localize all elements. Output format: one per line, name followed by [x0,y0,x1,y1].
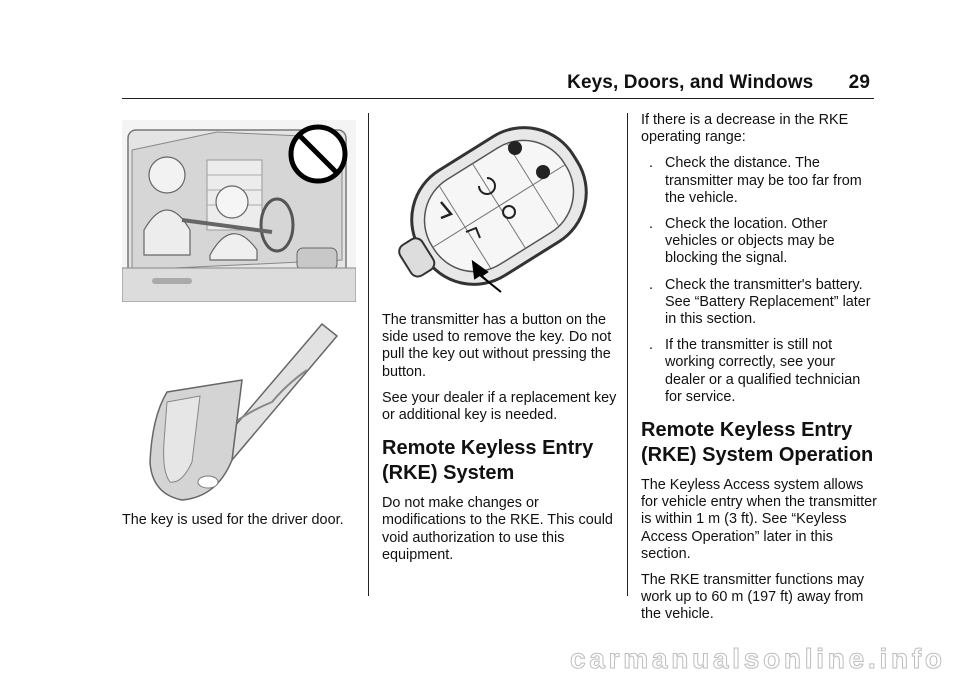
mechanical-key-illustration [122,312,356,504]
rke-transmitter-illustration [381,114,617,304]
rke-system-heading: Remote Keyless Entry (RKE) System [382,437,594,485]
bullet-text: Check the location. Other vehicles or objects may be blocking the signal. [665,216,835,267]
column-3 [641,112,877,633]
column-2 [382,312,618,573]
column-divider-1 [368,113,369,596]
keyless-access-paragraph: The Keyless Access system allows for vehicle entry when the transmitter is within 1 m (3 ft). See “Keyless Access Operation” later in this section. [641,477,877,562]
bullet-glyph: . [649,337,653,354]
watermark [570,640,950,676]
replacement-paragraph: See your dealer if a replacement key or additional key is needed. [382,389,617,424]
bullet-glyph: . [649,216,653,233]
list-item [641,277,877,329]
modification-warning: Do not make changes or modifications to the RKE. This could void authorization to use this equipment. [382,495,613,563]
range-intro: If there is a decrease in the RKE operating range: [641,112,849,146]
bullet-glyph: . [649,155,653,172]
key-caption: The key is used for the driver door. [122,512,344,528]
children-in-car-illustration [122,120,356,302]
column-1 [122,512,357,538]
column-divider-2 [627,113,628,596]
bullet-text: Check the transmitter's battery. See “Battery Replacement” later in this section. [665,276,871,328]
header-rule [122,98,874,99]
section-title: Keys, Doors, and Windows [567,72,814,93]
rke-operation-heading: Remote Keyless Entry (RKE) System Operation [641,419,874,467]
bullet-text: Check the distance. The transmitter may be too far from the vehicle. [665,155,862,206]
bullet-glyph: . [649,276,653,293]
list-item [641,337,877,406]
list-item [641,155,877,207]
running-header [567,72,870,94]
transmitter-paragraph: The transmitter has a button on the side used to remove the key. Do not pull the key out without pressing the button. [382,312,612,380]
bullet-text: If the transmitter is still not working correctly, see your dealer or a qualified technician for service. [665,337,861,405]
range-paragraph: The RKE transmitter functions may work up to 60 m (197 ft) away from the vehicle. [641,572,865,623]
page-number: 29 [848,72,870,93]
watermark-text: carmanualsonline.info [570,643,942,674]
list-item [641,216,877,268]
